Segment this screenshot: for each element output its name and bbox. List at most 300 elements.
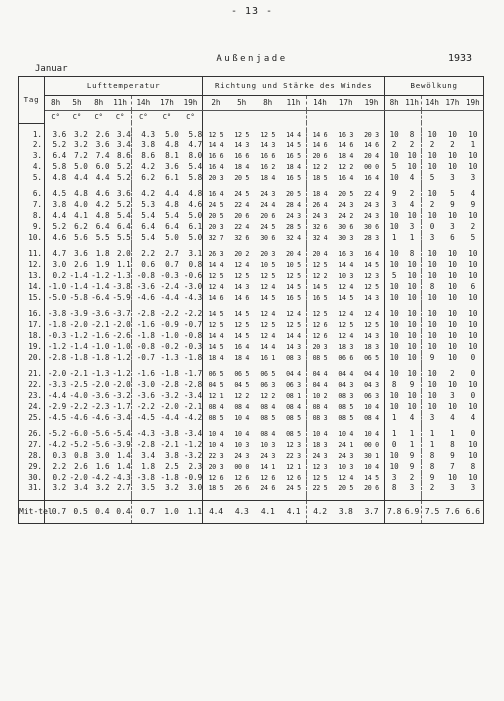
wind-cell: 32 6 xyxy=(234,233,250,242)
cloud-hour-header: 17h xyxy=(442,96,463,111)
day-cell: 18. xyxy=(19,331,45,342)
table-row xyxy=(19,140,484,151)
mean-temp-cell: 0.7 xyxy=(131,501,155,524)
day-cell: 22. xyxy=(19,380,45,391)
wind-cell: 12 4 xyxy=(260,310,276,319)
cloud-cell: 6 xyxy=(450,232,455,242)
temp-cell: -1.0 xyxy=(112,341,131,351)
cloud-cell: 10 xyxy=(463,380,484,391)
temp-cell: -1.3 xyxy=(160,352,179,362)
cloud-cell: 3 xyxy=(385,473,403,484)
wind-cell: 18 3 xyxy=(307,440,333,451)
wind-cell: 14 5 xyxy=(203,309,229,320)
temp-cell: 5.5 xyxy=(116,232,131,242)
hours-header-row xyxy=(19,96,484,111)
wind-cell: 10 4 xyxy=(364,402,379,411)
cloud-hour-header: 11h xyxy=(403,96,421,111)
temp-cell: 4.6 xyxy=(188,200,203,210)
day-cell: 4. xyxy=(19,162,45,173)
mean-wind-cell: 4.1 xyxy=(255,501,281,524)
temp-cell: -5.0 xyxy=(45,293,67,304)
cloud-cell: 6 xyxy=(463,282,484,293)
wind-cell: 20 5 xyxy=(338,484,354,493)
wind-cell: 10 3 xyxy=(338,272,354,281)
cloud-cell: 10 xyxy=(422,162,443,173)
cloud-cell: 3 xyxy=(422,413,443,424)
temp-cell: 3.0 xyxy=(45,260,67,271)
cloud-cell: 9 xyxy=(450,451,455,461)
cloud-cell: 4 xyxy=(463,189,484,200)
temp-cell: -1.7 xyxy=(112,401,131,411)
cloud-cell: 10 xyxy=(447,211,457,221)
wind-cell: 20 3 xyxy=(203,222,229,233)
wind-cell: 30 6 xyxy=(338,222,354,231)
temp-cell: 3.8 xyxy=(131,140,155,151)
temp-cell: 4.8 xyxy=(188,189,203,199)
wind-cell: 16 4 xyxy=(203,162,229,173)
table-row xyxy=(19,249,484,260)
table-row xyxy=(19,440,484,451)
wind-cell: 08 1 xyxy=(286,392,301,401)
temp-cell: -1.0 xyxy=(45,282,67,293)
temp-cell: -4.6 xyxy=(131,293,155,304)
cloud-cell: 10 xyxy=(407,260,417,270)
cloud-cell: 4 xyxy=(409,200,415,210)
cloud-cell: 8 xyxy=(422,451,443,462)
wind-cell: 32 4 xyxy=(286,233,301,242)
wind-cell: 24 3 xyxy=(364,201,379,210)
temp-cell: 4.4 xyxy=(74,172,88,182)
temp-cell: -4.2 xyxy=(183,412,203,422)
wind-cell: 08 4 xyxy=(203,402,229,413)
cloud-cell: 10 xyxy=(447,260,457,270)
wind-cell: 30 6 xyxy=(364,222,379,231)
wind-cell: 16 1 xyxy=(260,353,276,362)
day-cell: 9. xyxy=(19,222,45,233)
wind-cell: 12 5 xyxy=(364,282,379,291)
temp-cell: 6.0 xyxy=(95,161,110,171)
temp-cell: -1.2 xyxy=(183,440,203,450)
temp-cell: 2.2 xyxy=(45,462,67,473)
cloud-cell: 1 xyxy=(409,232,415,242)
table-row xyxy=(19,189,484,200)
cloud-cell: 9 xyxy=(450,200,455,210)
temp-cell: -4.4 xyxy=(160,412,179,422)
temp-cell: 3.4 xyxy=(116,140,131,150)
temp-cell: -4.0 xyxy=(69,391,88,401)
cloud-hour-header: 8h xyxy=(385,96,403,111)
wind-hour-header: 19h xyxy=(359,96,385,111)
table-row xyxy=(19,369,484,380)
temp-cell: -3.4 xyxy=(112,412,131,422)
temp-cell: -1.0 xyxy=(160,331,179,341)
cloud-cell: 10 xyxy=(407,320,417,330)
wind-cell: 16 6 xyxy=(260,152,276,161)
wind-cell: 12 5 xyxy=(234,321,250,330)
cloud-cell: 10 xyxy=(407,309,417,319)
wind-cell: 10 4 xyxy=(234,413,250,422)
wind-cell: 06 3 xyxy=(260,381,276,390)
mean-wind-cell: 3.8 xyxy=(333,501,359,524)
wind-cell: 20 6 xyxy=(307,151,333,162)
day-cell: 27. xyxy=(19,440,45,451)
temp-hour-header: 17h xyxy=(155,96,179,111)
day-cell: 14. xyxy=(19,282,45,293)
cloud-cell: 10 xyxy=(422,271,443,282)
cloud-cell: 10 xyxy=(407,401,417,411)
temp-unit-label: C° xyxy=(72,113,82,121)
cloud-cell: 10 xyxy=(447,292,457,302)
wind-cell: 12 4 xyxy=(286,310,301,319)
cloud-cell: 10 xyxy=(463,130,484,141)
temp-cell: -1.8 xyxy=(131,331,155,342)
cloud-cell: 10 xyxy=(422,380,443,391)
wind-cell: 14 4 xyxy=(338,261,354,270)
cloud-cell: 2 xyxy=(422,483,443,494)
year-label: 1933 xyxy=(448,53,473,64)
cloud-unit-spacer xyxy=(442,111,463,124)
cloud-cell: 10 xyxy=(385,282,403,293)
wind-cell: 08 4 xyxy=(307,402,333,413)
wind-cell: 24 4 xyxy=(260,201,276,210)
wind-cell: 16 5 xyxy=(286,152,301,161)
temp-cell: -2.8 xyxy=(131,440,155,451)
station-title: Außenjade xyxy=(216,54,288,64)
temp-cell: 4.2 xyxy=(131,162,155,173)
cloud-cell: 10 xyxy=(422,391,443,402)
wind-hour-header: 5h xyxy=(229,96,255,111)
temp-cell: -0.3 xyxy=(45,331,67,342)
temp-cell: 6.2 xyxy=(74,221,88,231)
temp-cell: -0.8 xyxy=(183,331,203,341)
cloud-hour-header: 14h xyxy=(422,96,443,111)
wind-cell: 08 5 xyxy=(203,413,229,424)
temp-cell: 8.6 xyxy=(116,151,131,161)
day-cell: 12. xyxy=(19,260,45,271)
temp-cell: -4.5 xyxy=(131,413,155,424)
cloud-cell: 4 xyxy=(463,413,484,424)
temp-hour-header: 19h xyxy=(179,96,203,111)
wind-cell: 16 6 xyxy=(234,152,250,161)
temp-cell: 4.4 xyxy=(165,189,179,199)
wind-cell: 12 2 xyxy=(234,392,250,401)
wind-cell: 08 4 xyxy=(364,413,379,422)
wind-cell: 00 0 xyxy=(364,162,379,171)
cloud-cell: 10 xyxy=(447,161,457,171)
temp-cell: 4.7 xyxy=(45,249,67,260)
wind-cell: 18 3 xyxy=(364,342,379,351)
wind-cell: 12 3 xyxy=(364,272,379,281)
wind-cell: 12 6 xyxy=(307,320,333,331)
temp-cell: -0.7 xyxy=(131,353,155,364)
wind-cell: 12 4 xyxy=(260,282,276,291)
wind-cell: 32 7 xyxy=(203,233,229,244)
cloud-cell: 3 xyxy=(450,172,455,182)
temp-cell: 4.8 xyxy=(95,211,110,221)
wind-cell: 16 5 xyxy=(286,293,301,302)
temp-cell: -4.3 xyxy=(112,472,131,482)
mean-temp-cell: 0.4 xyxy=(110,501,132,524)
table-row xyxy=(19,483,484,494)
wind-cell: 26 3 xyxy=(203,249,229,260)
temp-cell: 5.2 xyxy=(116,200,131,210)
cloud-cell: 10 xyxy=(447,401,457,411)
cloud-cell: 9 xyxy=(409,380,415,390)
wind-cell: 08 5 xyxy=(286,430,301,439)
wind-cell: 12 4 xyxy=(338,473,354,482)
cloud-cell: 10 xyxy=(407,281,417,291)
temp-cell: 5.6 xyxy=(74,232,88,242)
temp-cell: 5.4 xyxy=(188,161,203,171)
cloud-cell: 2 xyxy=(450,369,455,379)
page-number: - 13 - xyxy=(230,6,274,17)
cloud-cell: 3 xyxy=(463,483,484,494)
temp-cell: -0.9 xyxy=(160,320,179,330)
temp-cell: -1.4 xyxy=(69,271,88,281)
wind-cell: 20 6 xyxy=(260,212,276,221)
temp-unit-label: C° xyxy=(162,113,172,121)
wind-cell: 10 3 xyxy=(338,462,354,471)
temp-cell: 6.4 xyxy=(116,221,131,231)
temp-cell: 0.7 xyxy=(165,260,179,270)
temp-cell: -2.0 xyxy=(112,320,131,330)
cloud-cell: 8 xyxy=(385,483,403,494)
table-row xyxy=(19,380,484,391)
wind-cell: 14 4 xyxy=(203,331,229,342)
cloud-cell: 3 xyxy=(450,483,455,493)
wind-cell: 08 3 xyxy=(307,413,333,424)
wind-hour-header: 8h xyxy=(255,96,281,111)
temp-cell: -2.0 xyxy=(112,380,131,390)
temp-cell: -3.4 xyxy=(183,391,203,401)
wind-cell: 18 5 xyxy=(203,483,229,494)
temp-cell: 4.0 xyxy=(74,200,88,210)
wind-cell: 18 4 xyxy=(234,353,250,362)
temp-cell: -4.2 xyxy=(45,440,67,451)
temp-cell: 8.0 xyxy=(188,151,203,161)
wind-cell: 12 2 xyxy=(307,162,333,173)
cloud-cell: 10 xyxy=(422,402,443,413)
temp-cell: -1.3 xyxy=(112,271,131,281)
wind-cell: 12 1 xyxy=(203,391,229,402)
wind-cell: 14 5 xyxy=(364,261,379,270)
temp-cell: -1.8 xyxy=(160,472,179,482)
temp-cell: -3.6 xyxy=(91,309,110,319)
mean-cloud-cell: 7.5 xyxy=(422,501,443,524)
wind-cell: 14 6 xyxy=(307,130,333,141)
mean-temp-cell: 0.5 xyxy=(66,501,88,524)
table-row xyxy=(19,260,484,271)
cloud-cell: 0 xyxy=(422,222,443,233)
wind-cell: 20 2 xyxy=(234,250,250,259)
temp-cell: 5.3 xyxy=(131,200,155,211)
wind-cell: 24 3 xyxy=(338,201,354,210)
temp-cell: -3.8 xyxy=(160,429,179,439)
cloud-cell: 2 xyxy=(409,140,415,150)
temp-cell: 2.7 xyxy=(116,483,131,493)
wind-cell: 24 3 xyxy=(260,190,276,199)
temp-cell: -2.4 xyxy=(160,281,179,291)
table-row xyxy=(19,342,484,353)
temp-unit-label: C° xyxy=(131,111,155,124)
temp-cell: -3.6 xyxy=(91,391,110,401)
table-row xyxy=(19,211,484,222)
wind-cell: 06 5 xyxy=(364,353,379,362)
wind-cell: 12 5 xyxy=(234,130,250,139)
cloud-cell: 10 xyxy=(407,391,417,401)
wind-cell: 20 3 xyxy=(307,342,333,353)
wind-cell: 20 5 xyxy=(234,173,250,182)
wind-cell: 22 5 xyxy=(307,483,333,494)
wind-cell: 12 5 xyxy=(286,321,301,330)
temp-cell: 7.2 xyxy=(74,151,88,161)
wind-cell: 04 5 xyxy=(234,381,250,390)
wind-cell: 14 6 xyxy=(307,140,333,151)
cloud-cell: 8 xyxy=(385,380,403,391)
wind-cell: 04 4 xyxy=(286,370,301,379)
wind-cell: 28 4 xyxy=(286,201,301,210)
wind-cell: 12 5 xyxy=(260,272,276,281)
temp-cell: -2.2 xyxy=(183,309,203,319)
cloud-cell: 1 xyxy=(409,440,415,450)
temp-cell: -1.2 xyxy=(45,342,67,353)
wind-cell: 20 5 xyxy=(203,211,229,222)
wind-cell: 26 6 xyxy=(234,484,250,493)
temp-cell: -4.3 xyxy=(183,292,203,302)
wind-cell: 10 3 xyxy=(234,441,250,450)
cloud-cell: 0 xyxy=(463,353,484,364)
wind-cell: 16 3 xyxy=(338,250,354,259)
wind-cell: 18 4 xyxy=(234,162,250,171)
wind-cell: 26 4 xyxy=(307,200,333,211)
temp-cell: 8.1 xyxy=(165,151,179,161)
wind-cell: 24 2 xyxy=(338,212,354,221)
temp-cell: -3.4 xyxy=(183,429,203,439)
temp-cell: 5.5 xyxy=(95,232,110,242)
table-body xyxy=(19,123,484,524)
temp-cell: 4.7 xyxy=(188,140,203,150)
wind-cell: 16 5 xyxy=(307,293,333,304)
temp-cell: 2.2 xyxy=(131,249,155,260)
cloud-cell: 10 xyxy=(407,341,417,351)
cloud-cell: 10 xyxy=(422,130,443,141)
cloud-cell: 4 xyxy=(450,412,455,422)
day-cell: 7. xyxy=(19,200,45,211)
temp-cell: -1.7 xyxy=(183,369,203,379)
wind-cell: 14 5 xyxy=(338,293,354,302)
cloud-cell: 10 xyxy=(407,211,417,221)
wind-cell: 14 6 xyxy=(338,141,354,150)
temp-cell: 3.6 xyxy=(74,249,88,259)
wind-cell: 10 4 xyxy=(364,462,379,471)
cloud-cell: 10 xyxy=(385,211,403,222)
temp-cell: -1.2 xyxy=(91,271,110,281)
temp-hour-header: 14h xyxy=(131,96,155,111)
temp-cell: -3.2 xyxy=(160,391,179,401)
wind-cell: 10 5 xyxy=(286,261,301,270)
mean-wind-cell: 4.2 xyxy=(307,501,333,524)
temp-cell: 5.0 xyxy=(165,129,179,139)
temp-cell: -2.2 xyxy=(160,309,179,319)
wind-cell: 12 5 xyxy=(307,473,333,484)
cloud-cell: 5 xyxy=(463,233,484,244)
day-cell: 6. xyxy=(19,189,45,200)
mean-cloud-cell: 7.8 xyxy=(385,501,403,524)
wind-cell: 12 5 xyxy=(260,321,276,330)
temp-cell: -3.2 xyxy=(183,451,203,461)
temp-cell: -2.2 xyxy=(69,401,88,411)
temp-cell: 3.5 xyxy=(131,483,155,494)
wind-cell: 06 5 xyxy=(203,369,229,380)
temp-cell: -2.8 xyxy=(45,353,67,364)
day-cell: 2. xyxy=(19,140,45,151)
table-row xyxy=(19,173,484,184)
cloud-cell: 10 xyxy=(422,369,443,380)
cloud-cell: 10 xyxy=(447,472,457,482)
wind-cell: 14 3 xyxy=(364,332,379,341)
cloud-cell: 10 xyxy=(422,151,443,162)
mean-wind-cell: 3.7 xyxy=(359,501,385,524)
wind-cell: 24 6 xyxy=(260,484,276,493)
cloud-cell: 10 xyxy=(447,271,457,281)
cloud-cell: 10 xyxy=(463,402,484,413)
temp-cell: 1.9 xyxy=(95,260,110,270)
wind-cell: 00 0 xyxy=(234,462,250,471)
temp-cell: -3.8 xyxy=(45,309,67,320)
wind-cell: 08 5 xyxy=(286,413,301,422)
wind-cell: 14 6 xyxy=(234,293,250,302)
temp-cell: 4.2 xyxy=(95,200,110,210)
temp-cell: 3.2 xyxy=(95,483,110,493)
cloud-cell: 9 xyxy=(409,451,415,461)
temp-cell: -3.9 xyxy=(69,309,88,319)
temp-cell: -2.1 xyxy=(91,320,110,330)
temp-cell: 2.6 xyxy=(74,260,88,270)
cloud-cell: 10 xyxy=(407,151,417,161)
temp-cell: 3.0 xyxy=(188,483,203,493)
wind-unit-spacer xyxy=(229,111,255,124)
wind-cell: 20 4 xyxy=(286,250,301,259)
temp-cell: -1.2 xyxy=(112,352,131,362)
wind-cell: 24 5 xyxy=(203,200,229,211)
temp-cell: -1.4 xyxy=(91,281,110,291)
cloud-cell: 10 xyxy=(463,320,484,331)
cloud-header: Bewölkung xyxy=(385,77,484,96)
cloud-cell: 10 xyxy=(422,211,443,222)
day-cell: 29. xyxy=(19,462,45,473)
cloud-cell: 10 xyxy=(385,130,403,141)
wind-unit-spacer xyxy=(333,111,359,124)
temp-cell: -4.4 xyxy=(45,391,67,402)
temp-cell: -1.4 xyxy=(69,281,88,291)
wind-cell: 10 4 xyxy=(203,429,229,440)
temp-cell: 4.6 xyxy=(95,189,110,199)
temp-cell: 8.6 xyxy=(131,151,155,162)
table-row xyxy=(19,320,484,331)
day-cell: 13. xyxy=(19,271,45,282)
cloud-cell: 10 xyxy=(463,271,484,282)
cloud-cell: 10 xyxy=(385,222,403,233)
wind-cell: 08 4 xyxy=(234,402,250,411)
month-label: Januar xyxy=(35,64,68,74)
wind-cell: 20 3 xyxy=(203,462,229,473)
wind-unit-spacer xyxy=(281,111,307,124)
temp-cell: -3.0 xyxy=(131,380,155,391)
wind-unit-spacer xyxy=(307,111,333,124)
temp-cell: -4.5 xyxy=(45,413,67,424)
wind-cell: 24 3 xyxy=(307,451,333,462)
wind-cell: 16 5 xyxy=(286,173,301,182)
